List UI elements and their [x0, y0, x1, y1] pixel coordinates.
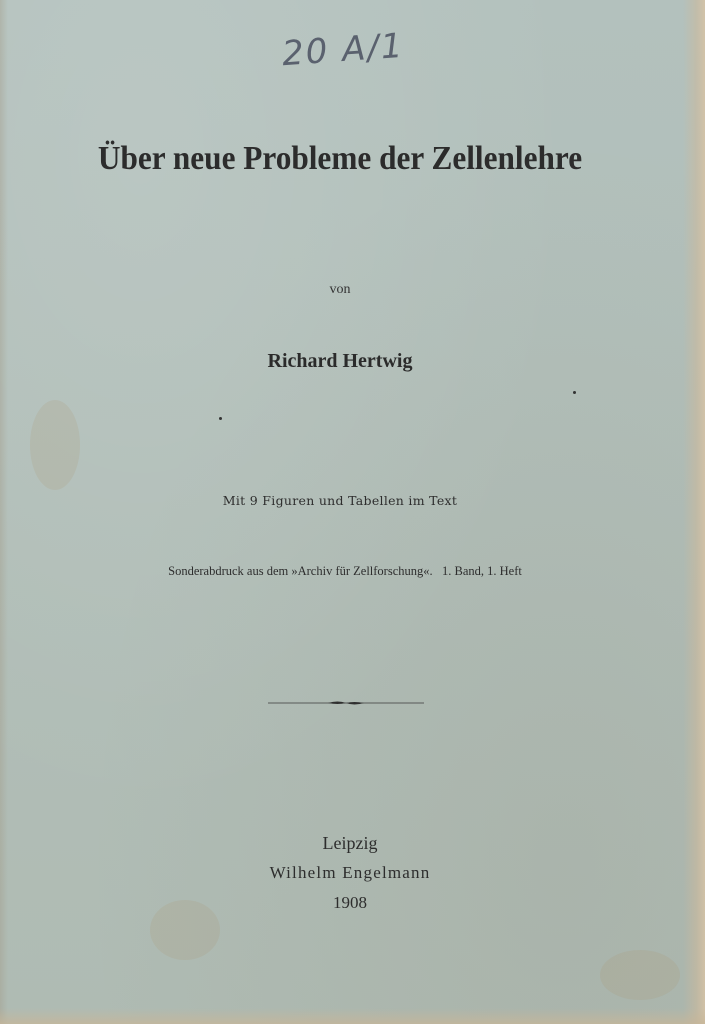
author-name: Richard Hertwig: [267, 350, 413, 372]
by-line: von: [329, 282, 351, 297]
handwritten-shelfmark: 20 A/1: [280, 25, 406, 75]
offprint-note: Sonderabdruck aus dem »Archiv für Zellforschung«. 1. Band, 1. Heft: [168, 564, 522, 578]
publication-city: Leipzig: [322, 833, 378, 853]
figures-note: Mit 9 Figuren und Tabellen im Text: [222, 493, 458, 508]
publication-year: 1908: [333, 893, 367, 912]
publisher-name: Wilhelm Engelmann: [269, 863, 431, 882]
ink-speck: [573, 391, 576, 394]
decorative-rule: [268, 700, 424, 706]
paper-edge-bottom: [0, 1008, 705, 1024]
ink-speck: [219, 417, 222, 420]
paper-stain: [30, 400, 80, 490]
book-title: Über neue Probleme der Zellenlehre: [97, 140, 583, 177]
paper-stain: [600, 950, 680, 1000]
